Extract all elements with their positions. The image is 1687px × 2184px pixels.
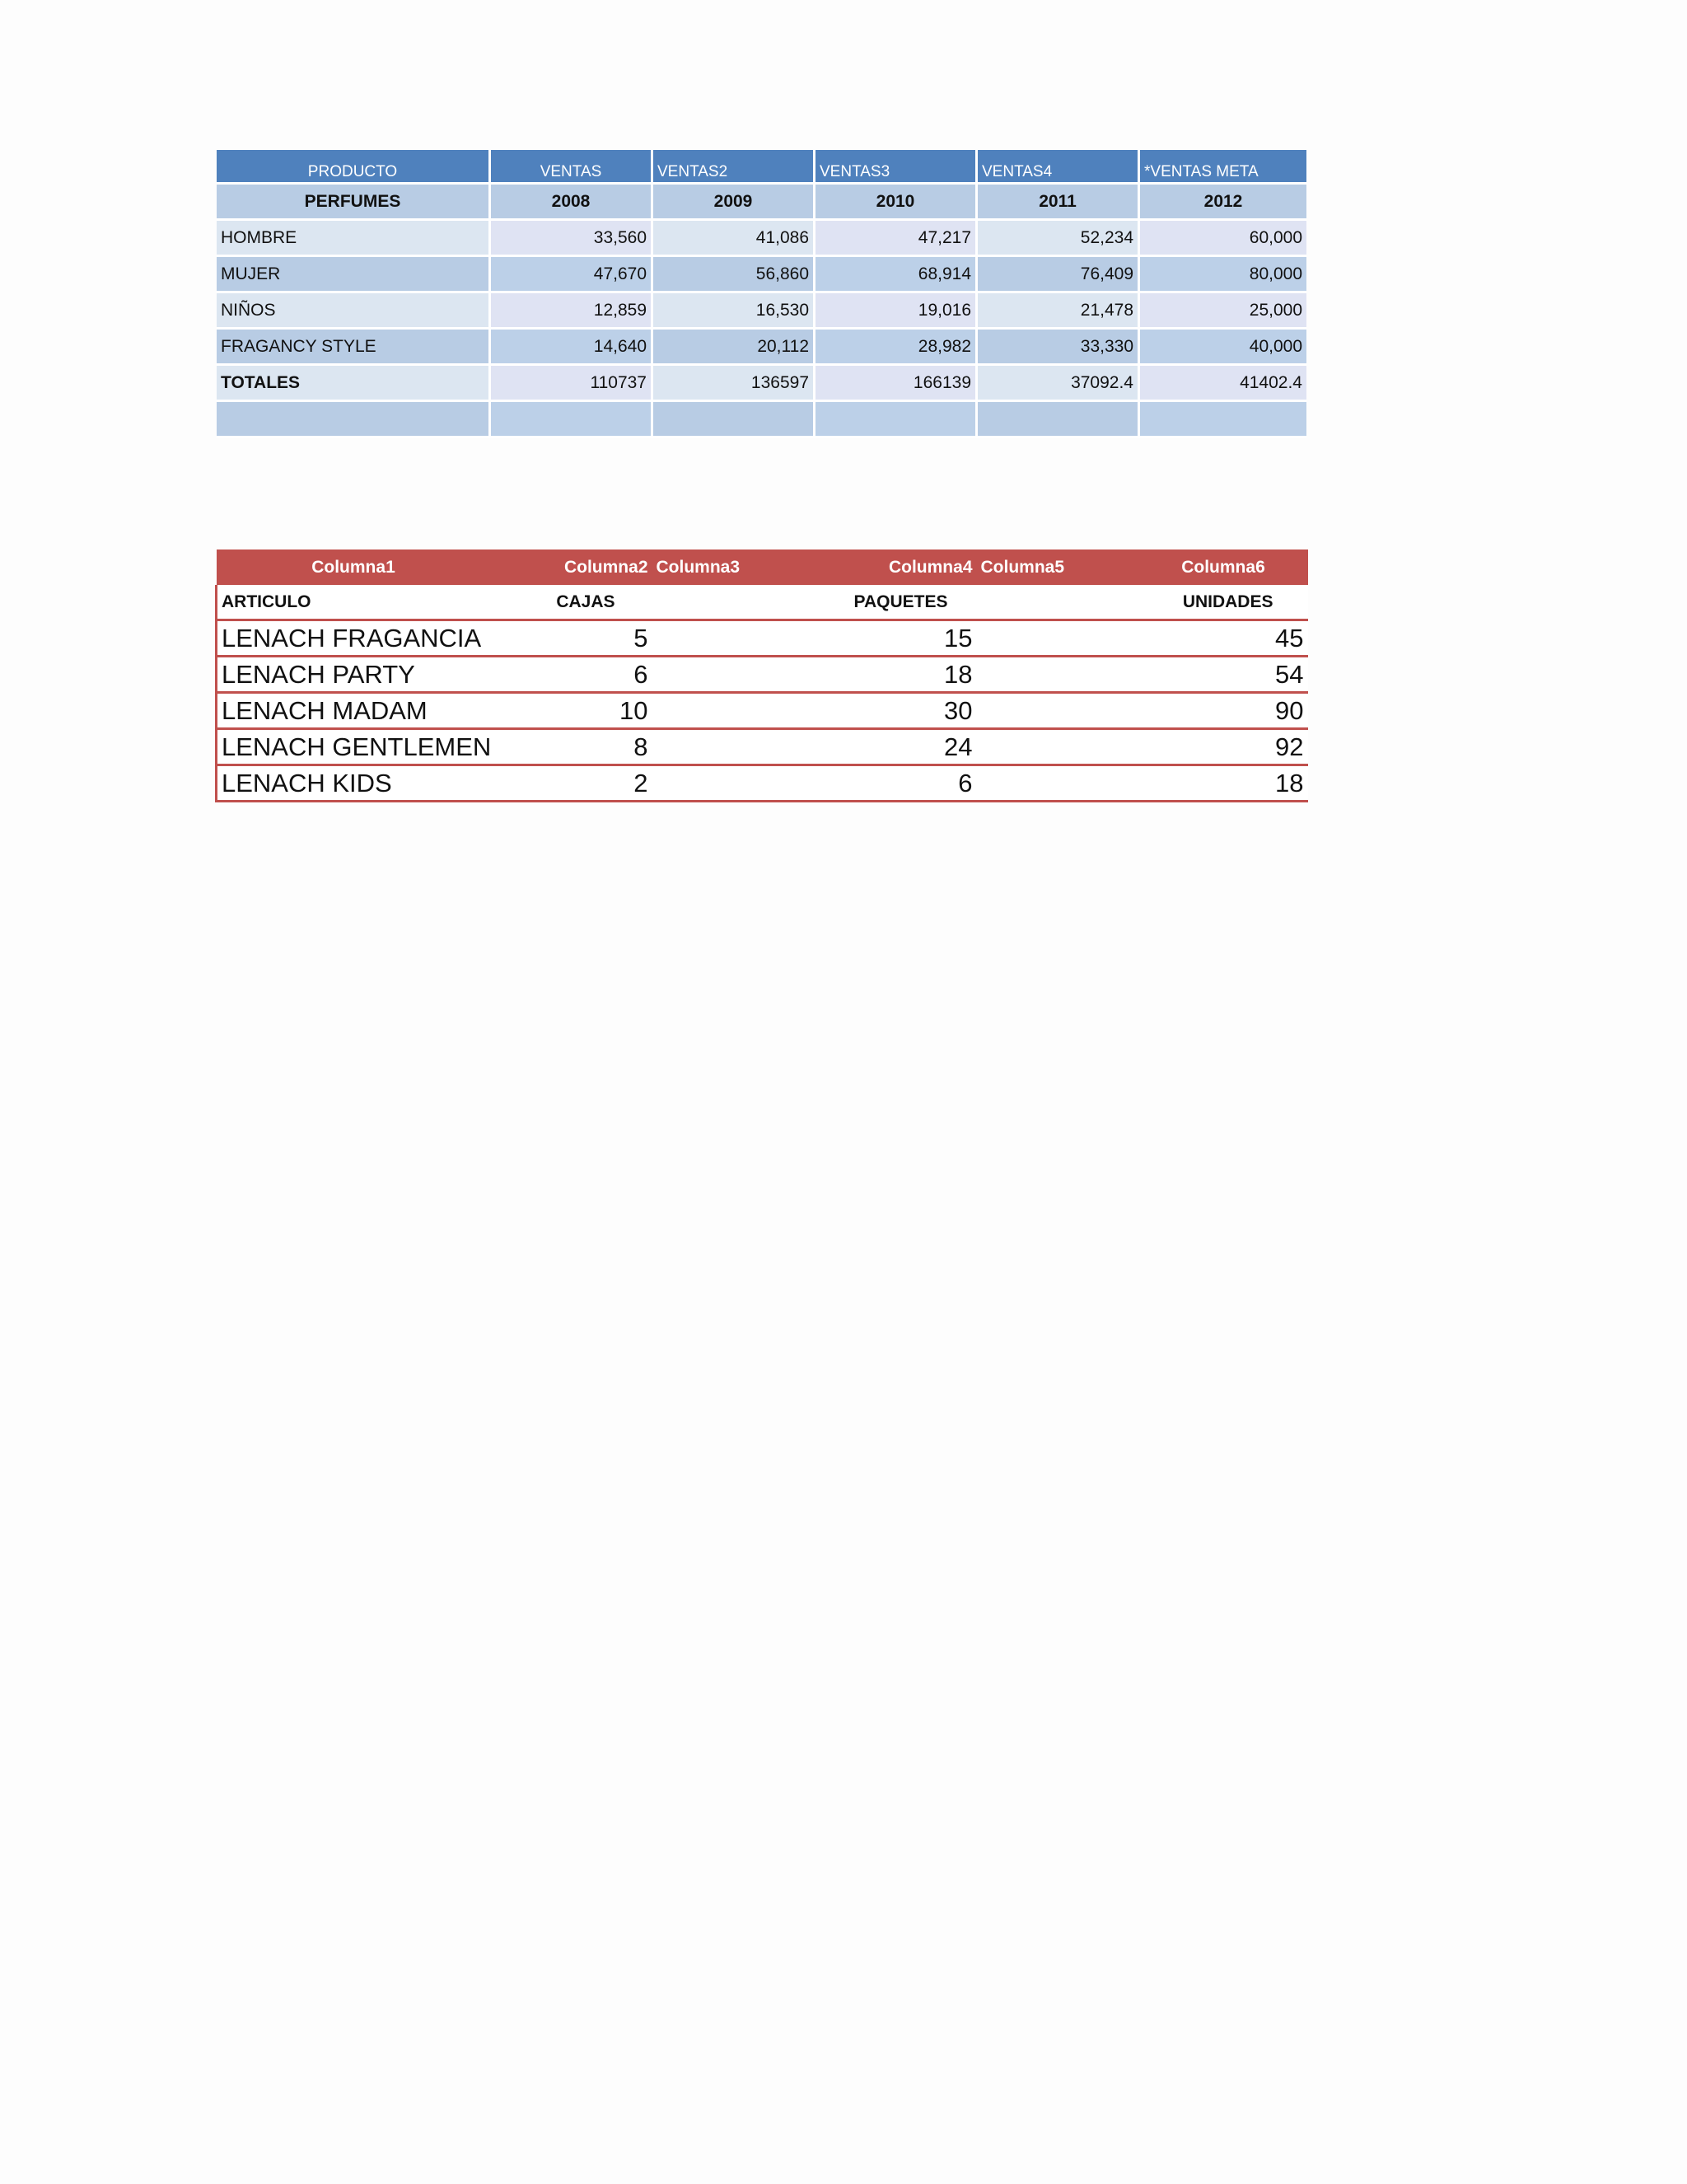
articulos-header-row xyxy=(217,550,1308,585)
table-cell[interactable]: 76,409 xyxy=(978,257,1140,293)
ventas-table xyxy=(217,150,1306,438)
table-cell[interactable] xyxy=(815,402,978,438)
cajas-cell[interactable]: 2 xyxy=(491,765,652,802)
empty-row xyxy=(217,402,1306,438)
subheader-cajas[interactable]: CAJAS xyxy=(491,585,652,620)
empty-cell[interactable] xyxy=(652,765,815,802)
table-cell[interactable]: 41,086 xyxy=(653,221,815,257)
table-row xyxy=(217,657,1308,693)
table-cell[interactable]: 60,000 xyxy=(1140,221,1306,257)
table-cell[interactable] xyxy=(1140,402,1306,438)
column-header-ventas3[interactable]: VENTAS3 xyxy=(815,150,978,185)
unidades-cell[interactable]: 18 xyxy=(1139,765,1308,802)
column-header-producto[interactable]: PRODUCTO xyxy=(217,150,491,185)
articulos-subheader-row xyxy=(217,585,1308,620)
subheader-cell[interactable]: 2012 xyxy=(1140,185,1306,221)
column-header-columna1[interactable]: Columna1 xyxy=(217,550,491,585)
subheader-articulo[interactable]: ARTICULO xyxy=(217,585,491,620)
table-cell[interactable]: 37092.4 xyxy=(978,366,1140,402)
column-header-columna2[interactable]: Columna2 xyxy=(491,550,652,585)
table-row xyxy=(217,257,1306,293)
empty-cell[interactable] xyxy=(652,657,815,693)
articulo-cell[interactable]: LENACH MADAM xyxy=(217,693,491,729)
empty-cell[interactable] xyxy=(977,729,1139,765)
subheader-paquetes[interactable]: PAQUETES xyxy=(815,585,977,620)
subheader-empty[interactable] xyxy=(977,585,1139,620)
table-cell[interactable]: 47,670 xyxy=(491,257,653,293)
table-row xyxy=(217,293,1306,330)
column-header-columna6[interactable]: Columna6 xyxy=(1139,550,1308,585)
table-cell[interactable]: 21,478 xyxy=(978,293,1140,330)
unidades-cell[interactable]: 92 xyxy=(1139,729,1308,765)
unidades-cell[interactable]: 54 xyxy=(1139,657,1308,693)
articulo-cell[interactable]: LENACH GENTLEMEN xyxy=(217,729,491,765)
column-header-columna3[interactable]: Columna3 xyxy=(652,550,815,585)
table-cell[interactable]: 52,234 xyxy=(978,221,1140,257)
empty-cell[interactable] xyxy=(652,693,815,729)
ventas-subheader-row xyxy=(217,185,1306,221)
row-label[interactable]: MUJER xyxy=(217,257,491,293)
articulo-cell[interactable]: LENACH PARTY xyxy=(217,657,491,693)
paquetes-cell[interactable]: 24 xyxy=(815,729,977,765)
table-cell[interactable]: 80,000 xyxy=(1140,257,1306,293)
cajas-cell[interactable]: 10 xyxy=(491,693,652,729)
cajas-cell[interactable]: 6 xyxy=(491,657,652,693)
row-label[interactable]: NIÑOS xyxy=(217,293,491,330)
table-row xyxy=(217,765,1308,802)
ventas-header-row xyxy=(217,150,1306,185)
empty-cell[interactable] xyxy=(652,729,815,765)
table-cell[interactable]: 110737 xyxy=(491,366,653,402)
table-cell[interactable]: 25,000 xyxy=(1140,293,1306,330)
table-cell[interactable]: 14,640 xyxy=(491,330,653,366)
subheader-cell[interactable]: PERFUMES xyxy=(217,185,491,221)
table-cell[interactable]: 33,560 xyxy=(491,221,653,257)
subheader-cell[interactable]: 2011 xyxy=(978,185,1140,221)
empty-cell[interactable] xyxy=(977,765,1139,802)
table-cell[interactable]: 16,530 xyxy=(653,293,815,330)
cajas-cell[interactable]: 8 xyxy=(491,729,652,765)
table-cell[interactable]: 47,217 xyxy=(815,221,978,257)
empty-cell[interactable] xyxy=(977,657,1139,693)
subheader-cell[interactable]: 2008 xyxy=(491,185,653,221)
table-cell[interactable]: 68,914 xyxy=(815,257,978,293)
table-cell[interactable]: 28,982 xyxy=(815,330,978,366)
row-label[interactable] xyxy=(217,402,491,438)
articulos-table xyxy=(215,550,1308,802)
subheader-cell[interactable]: 2010 xyxy=(815,185,978,221)
row-label[interactable]: FRAGANCY STYLE xyxy=(217,330,491,366)
table-row xyxy=(217,693,1308,729)
subheader-cell[interactable]: 2009 xyxy=(653,185,815,221)
column-header-ventas4[interactable]: VENTAS4 xyxy=(978,150,1140,185)
paquetes-cell[interactable]: 18 xyxy=(815,657,977,693)
table-cell[interactable] xyxy=(653,402,815,438)
column-header-ventas[interactable]: VENTAS xyxy=(491,150,653,185)
row-label[interactable]: HOMBRE xyxy=(217,221,491,257)
table-cell[interactable]: 33,330 xyxy=(978,330,1140,366)
table-row xyxy=(217,620,1308,657)
subheader-unidades[interactable]: UNIDADES xyxy=(1139,585,1308,620)
table-cell[interactable]: 166139 xyxy=(815,366,978,402)
row-label[interactable]: TOTALES xyxy=(217,366,491,402)
table-cell[interactable]: 56,860 xyxy=(653,257,815,293)
column-header-ventas-meta[interactable]: *VENTAS META xyxy=(1140,150,1306,185)
paquetes-cell[interactable]: 6 xyxy=(815,765,977,802)
column-header-columna5[interactable]: Columna5 xyxy=(977,550,1139,585)
empty-cell[interactable] xyxy=(977,693,1139,729)
table-cell[interactable] xyxy=(978,402,1140,438)
cajas-cell[interactable]: 5 xyxy=(491,620,652,657)
unidades-cell[interactable]: 45 xyxy=(1139,620,1308,657)
unidades-cell[interactable]: 90 xyxy=(1139,693,1308,729)
table-row xyxy=(217,221,1306,257)
totals-row xyxy=(217,366,1306,402)
table-row xyxy=(217,330,1306,366)
empty-cell[interactable] xyxy=(977,620,1139,657)
table-cell[interactable] xyxy=(491,402,653,438)
subheader-empty[interactable] xyxy=(652,585,815,620)
table-cell[interactable]: 41402.4 xyxy=(1140,366,1306,402)
articulo-cell[interactable]: LENACH FRAGANCIA xyxy=(217,620,491,657)
table-row xyxy=(217,729,1308,765)
table-cell[interactable]: 40,000 xyxy=(1140,330,1306,366)
column-header-columna4[interactable]: Columna4 xyxy=(815,550,977,585)
articulo-cell[interactable]: LENACH KIDS xyxy=(217,765,491,802)
table-cell[interactable]: 136597 xyxy=(653,366,815,402)
paquetes-cell[interactable]: 15 xyxy=(815,620,977,657)
table-cell[interactable]: 12,859 xyxy=(491,293,653,330)
column-header-ventas2[interactable]: VENTAS2 xyxy=(653,150,815,185)
empty-cell[interactable] xyxy=(652,620,815,657)
table-cell[interactable]: 19,016 xyxy=(815,293,978,330)
paquetes-cell[interactable]: 30 xyxy=(815,693,977,729)
table-cell[interactable]: 20,112 xyxy=(653,330,815,366)
